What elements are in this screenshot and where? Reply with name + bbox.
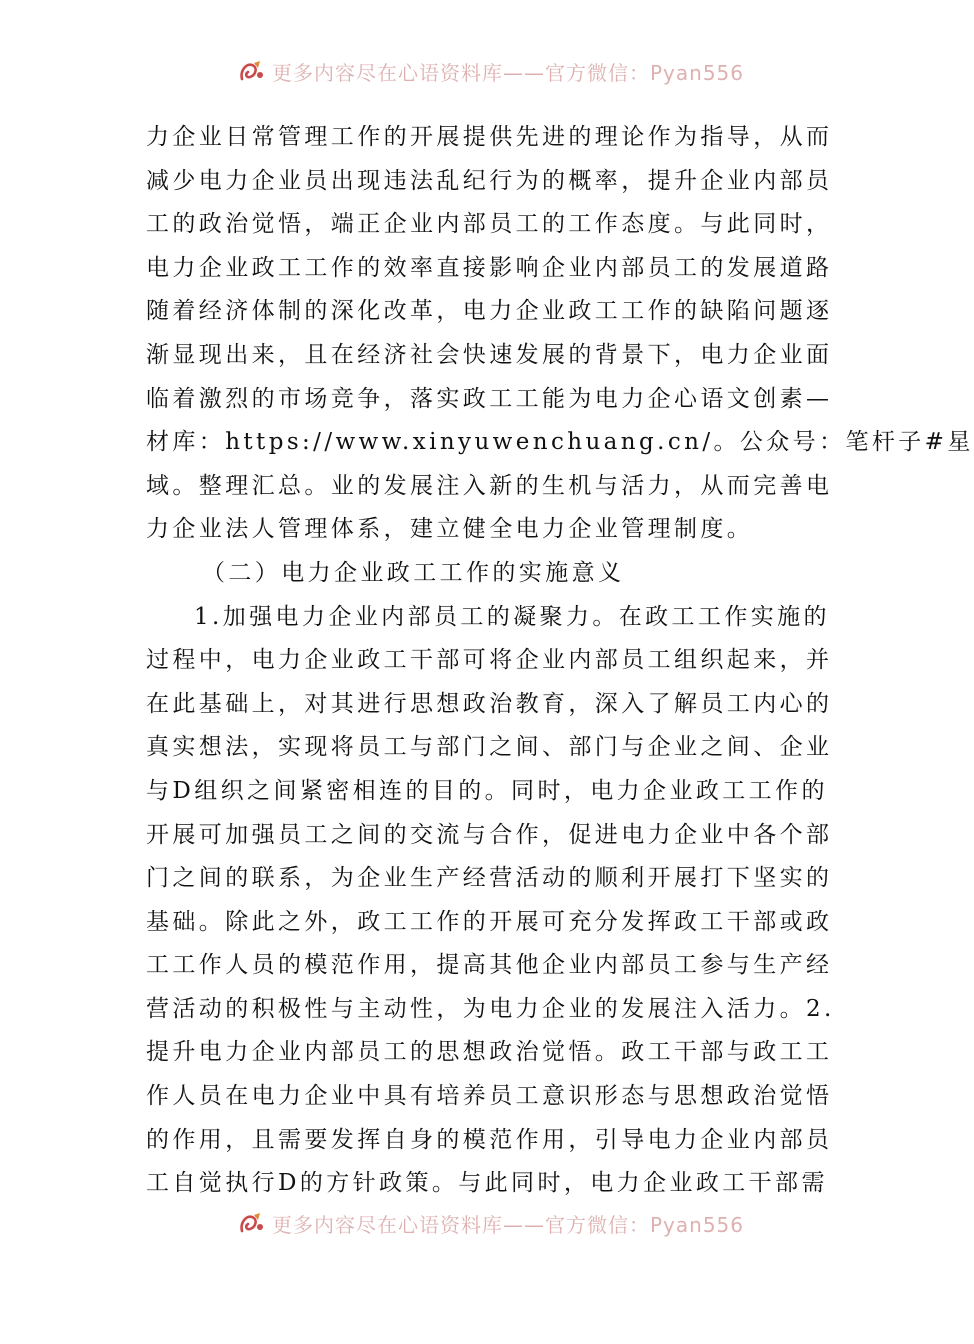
- text-line: 门之间的联系，为企业生产经营活动的顺利开展打下坚实的: [146, 865, 833, 892]
- text-line: 开展可加强员工之间的交流与合作，促进电力企业中各个部: [146, 821, 833, 848]
- text-line: 工工作人员的模范作用，提高其他企业内部员工参与生产经: [146, 952, 833, 979]
- text-line: 提升电力企业内部员工的思想政治觉悟。政工干部与政工工: [146, 1039, 833, 1066]
- text-line: 营活动的积极性与主动性，为电力企业的发展注入活力。2.: [146, 995, 835, 1022]
- text-line: 电力企业政工工作的效率直接影响企业内部员工的发展道路: [146, 254, 833, 281]
- watermark-text: 更多内容尽在心语资料库——官方微信：Pyan556: [272, 1212, 745, 1237]
- text-line: 与D组织之间紧密相连的目的。同时，电力企业政工工作的: [146, 777, 828, 804]
- document-body: [146, 116, 974, 1206]
- text-line: 材库：https://www.xinyuwenchuang.cn/。公众号：笔杆子#星: [146, 429, 974, 456]
- text-line: 在此基础上，对其进行思想政治教育，深入了解员工内心的: [146, 690, 833, 717]
- logo-icon: [238, 1211, 266, 1235]
- text-line: 真实想法，实现将员工与部门之间、部门与企业之间、企业: [146, 734, 833, 761]
- text-line: 的作用，且需要发挥自身的模范作用，引导电力企业内部员: [146, 1126, 833, 1153]
- text-line: 力企业法人管理体系，建立健全电力企业管理制度。: [146, 516, 754, 543]
- watermark-text: 更多内容尽在心语资料库——官方微信：Pyan556: [272, 60, 745, 85]
- text-line: 工自觉执行D的方针政策。与此同时，电力企业政工干部需: [146, 1170, 828, 1197]
- text-line: 基础。除此之外，政工工作的开展可充分发挥政工干部或政: [146, 908, 833, 935]
- text-line: 减少电力企业员出现违法乱纪行为的概率，提升企业内部员: [146, 167, 833, 194]
- text-line: 过程中，电力企业政工干部可将企业内部员工组织起来，并: [146, 647, 833, 674]
- text-line: 域。整理汇总。业的发展注入新的生机与活力，从而完善电: [146, 472, 833, 499]
- text-line: 随着经济体制的深化改革，电力企业政工工作的缺陷问题逐: [146, 298, 833, 325]
- text-line: 渐显现出来，且在经济社会快速发展的背景下，电力企业面: [146, 341, 833, 368]
- text-line: 临着激烈的市场竞争，落实政工工能为电力企心语文创素—: [146, 385, 833, 412]
- text-line: 1.加强电力企业内部员工的凝聚力。在政工工作实施的: [194, 603, 830, 630]
- text-line: 工的政治觉悟，端正企业内部员工的工作态度。与此同时，: [146, 211, 833, 238]
- logo-icon: [238, 59, 266, 83]
- text-line: 作人员在电力企业中具有培养员工意识形态与思想政治觉悟: [146, 1083, 833, 1110]
- footer-watermark: [238, 1208, 758, 1238]
- section-heading: （二）电力企业政工工作的实施意义: [202, 559, 625, 586]
- text-line: 力企业日常管理工作的开展提供先进的理论作为指导，从而: [146, 124, 833, 150]
- header-watermark: [238, 56, 758, 86]
